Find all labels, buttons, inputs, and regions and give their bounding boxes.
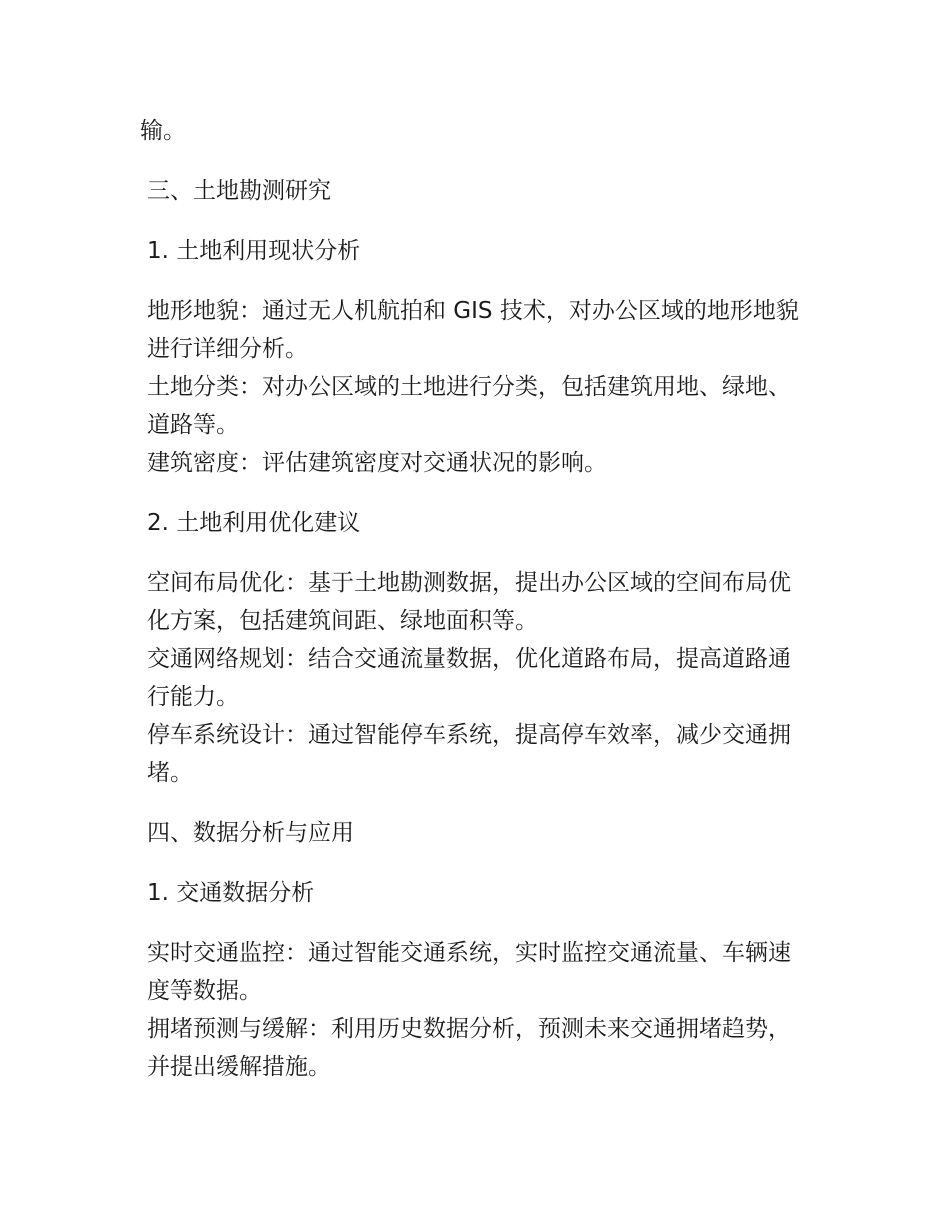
paragraph-traffic-network: 交通网络规划：结合交通流量数据，优化道路布局，提高道路通行能力。 [147, 646, 791, 710]
paragraph-spatial-layout: 空间布局优化：基于土地勘测数据，提出办公区域的空间布局优化方案，包括建筑间距、绿地面积等。 [147, 570, 791, 634]
subsection-heading-4-1: 1. 交通数据分析 [147, 880, 315, 906]
section-heading-3: 三、土地勘测研究 [147, 178, 331, 204]
paragraph-realtime-monitoring: 实时交通监控：通过智能交通系统，实时监控交通流量、车辆速度等数据。 [147, 940, 791, 1004]
subsection-heading-3-1: 1. 土地利用现状分析 [147, 238, 361, 264]
paragraph-continuation: 输。 [140, 118, 186, 144]
section-heading-4: 四、数据分析与应用 [147, 820, 354, 846]
paragraph-terrain: 地形地貌：通过无人机航拍和 GIS 技术，对办公区域的地形地貌进行详细分析。 [147, 298, 799, 362]
paragraph-parking-system: 停车系统设计：通过智能停车系统，提高停车效率，减少交通拥堵。 [147, 722, 791, 786]
paragraph-congestion-prediction: 拥堵预测与缓解：利用历史数据分析，预测未来交通拥堵趋势，并提出缓解措施。 [147, 1016, 791, 1080]
subsection-heading-3-2: 2. 土地利用优化建议 [147, 510, 361, 536]
document-body [140, 112, 800, 1086]
paragraph-building-density: 建筑密度：评估建筑密度对交通状况的影响。 [147, 450, 607, 476]
paragraph-land-classification: 土地分类：对办公区域的土地进行分类，包括建筑用地、绿地、道路等。 [147, 374, 791, 438]
